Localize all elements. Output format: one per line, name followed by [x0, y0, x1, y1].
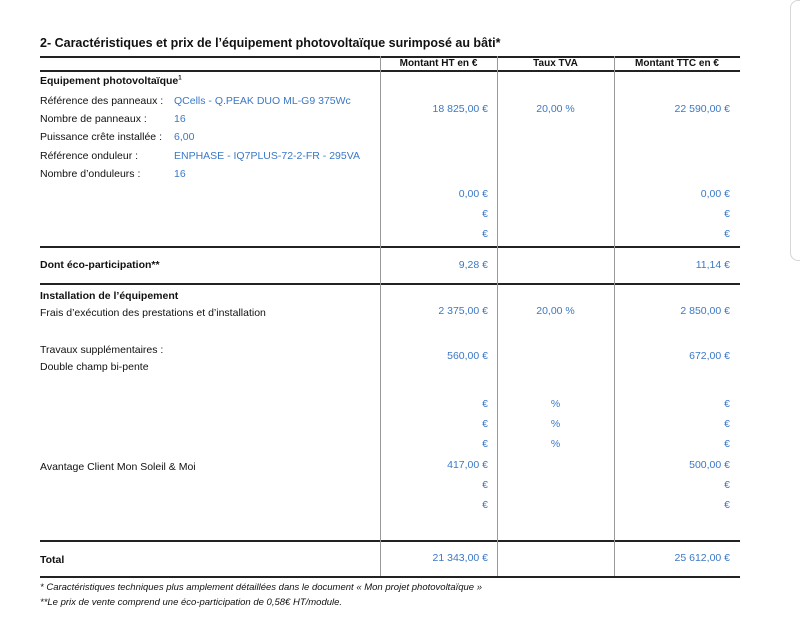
travaux-ttc: 672,00 €	[689, 350, 730, 362]
column-divider-ht	[380, 56, 381, 576]
after-row-ht: €	[482, 499, 488, 511]
avantage-client-ttc: 500,00 €	[689, 459, 730, 471]
total-label: Total	[40, 554, 65, 566]
section-title: 2- Caractéristiques et prix de l’équipement photovoltaïque surimposé au bâti*	[40, 36, 501, 50]
extra-row-ttc: 0,00 €	[700, 188, 730, 200]
after-row-ht: €	[482, 479, 488, 491]
blank-row-ht: €	[482, 418, 488, 430]
total-ttc: 25 612,00 €	[674, 552, 730, 564]
field-label-panel-count: Nombre de panneaux :	[40, 113, 147, 125]
blank-row-tva: %	[550, 438, 561, 450]
after-row-ttc: €	[724, 479, 730, 491]
avantage-client-label: Avantage Client Mon Soleil & Moi	[40, 461, 196, 473]
extra-row-ht: 0,00 €	[458, 188, 488, 200]
column-divider-ttc	[614, 56, 615, 576]
field-label-panel-ref: Référence des panneaux :	[40, 95, 164, 107]
installation-frais-ttc: 2 850,00 €	[680, 305, 730, 317]
blank-row-ttc: €	[724, 438, 730, 450]
blank-row-ttc: €	[724, 398, 730, 410]
equipment-bottom-rule	[40, 246, 740, 248]
eco-participation-label: Dont éco-participation**	[40, 259, 160, 271]
equipment-heading: Equipement photovoltaïque$^1$	[40, 75, 182, 87]
travaux-detail: Double champ bi-pente	[40, 361, 149, 373]
side-panel	[790, 0, 800, 261]
extra-row-ttc: €	[724, 228, 730, 240]
field-label-inverter-count: Nombre d’onduleurs :	[40, 168, 141, 180]
eco-participation-ht: 9,28 €	[458, 259, 488, 271]
blank-row-tva: %	[550, 398, 561, 410]
after-row-ttc: €	[724, 499, 730, 511]
installation-frais-ht: 2 375,00 €	[438, 305, 488, 317]
travaux-ht: 560,00 €	[447, 350, 488, 362]
header-bottom-rule	[40, 70, 740, 72]
field-label-inverter-ref: Référence onduleur :	[40, 150, 139, 162]
installation-frais-label: Frais d’exécution des prestations et d’installation	[40, 307, 266, 319]
footnote-eco: **Le prix de vente comprend une éco-participation de 0,58€ HT/module.	[40, 597, 343, 608]
equipment-ttc: 22 590,00 €	[674, 103, 730, 115]
installation-heading: Installation de l’équipement	[40, 290, 179, 302]
total-bottom-rule	[40, 576, 740, 578]
header-taux-tva: Taux TVA	[533, 58, 578, 69]
header-montant-ttc: Montant TTC en €	[635, 58, 719, 69]
installation-bottom-rule	[40, 540, 740, 542]
header-montant-ht: Montant HT en €	[399, 58, 478, 69]
field-value-inverter-ref: ENPHASE - IQ7PLUS-72-2-FR - 295VA	[174, 150, 360, 162]
extra-row-ht: €	[482, 228, 488, 240]
equipment-footnote-marker: 1	[178, 75, 182, 82]
field-label-peak-power: Puissance crête installée :	[40, 131, 162, 143]
travaux-label: Travaux supplémentaires :	[40, 344, 164, 356]
blank-row-ht: €	[482, 438, 488, 450]
field-value-panel-count: 16	[174, 113, 186, 125]
blank-row-ttc: €	[724, 418, 730, 430]
field-value-peak-power: 6,00	[174, 131, 195, 143]
total-ht: 21 343,00 €	[432, 552, 488, 564]
extra-row-ttc: €	[724, 208, 730, 220]
eco-bottom-rule	[40, 283, 740, 285]
equipment-tva: 20,00 %	[536, 103, 575, 115]
blank-row-tva: %	[550, 418, 561, 430]
field-value-panel-ref: QCells - Q.PEAK DUO ML-G9 375Wc	[174, 95, 351, 107]
field-value-inverter-count: 16	[174, 168, 186, 180]
eco-participation-ttc: 11,14 €	[695, 259, 730, 271]
avantage-client-ht: 417,00 €	[447, 459, 488, 471]
footnote-technical: * Caractéristiques techniques plus amplement détaillées dans le document « Mon projet photovoltaïque »	[40, 582, 483, 593]
blank-row-ht: €	[482, 398, 488, 410]
installation-frais-tva: 20,00 %	[536, 305, 575, 317]
equipment-ht: 18 825,00 €	[432, 103, 488, 115]
extra-row-ht: €	[482, 208, 488, 220]
